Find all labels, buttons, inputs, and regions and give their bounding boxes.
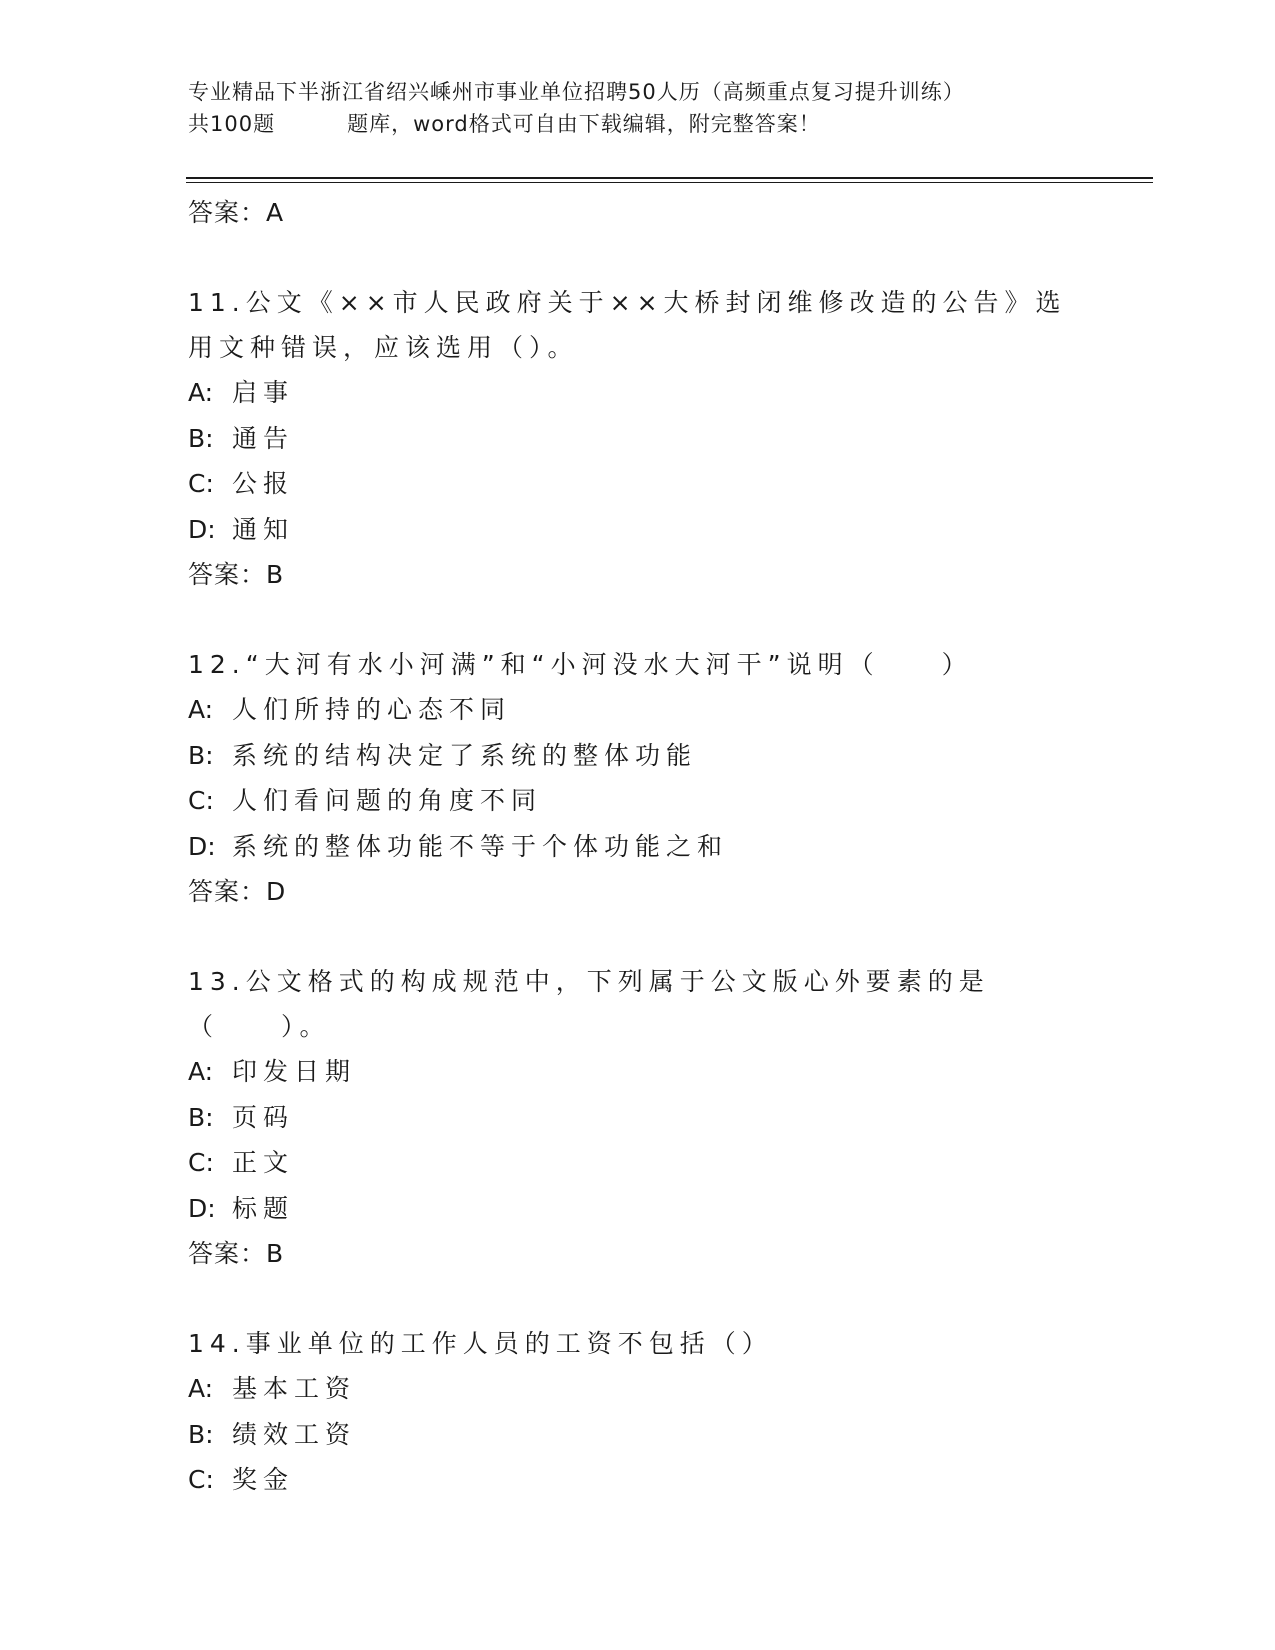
option-b: [188, 416, 1088, 462]
header-divider-thick: [186, 177, 1153, 179]
question-item: [188, 959, 1088, 1277]
answer-line: 答案：B: [188, 560, 285, 589]
option-a: [188, 370, 1088, 416]
header-divider-thin: [186, 182, 1153, 183]
option-c: [188, 1140, 1088, 1186]
document-header: [188, 76, 1148, 140]
option-text: 绩效工资: [232, 1419, 357, 1449]
option-text: 启事: [232, 378, 295, 407]
option-label: C:: [188, 786, 214, 815]
option-label: A:: [188, 1374, 214, 1403]
option-text: 奖金: [232, 1465, 295, 1494]
header-title: 专业精品下半浙江省绍兴嵊州市事业单位招聘50人历（高频重点复习提升训练）: [188, 80, 965, 104]
option-text: 公报: [232, 469, 295, 498]
question-item: [188, 280, 1088, 598]
option-b: [188, 1095, 1088, 1141]
option-c: [188, 1457, 1088, 1503]
option-a: [188, 1049, 1088, 1095]
option-label: B:: [188, 423, 214, 453]
option-text: 页码: [232, 1102, 295, 1132]
option-text: 人们看问题的角度不同: [232, 786, 543, 815]
option-text: 通知: [232, 514, 295, 544]
option-text: 系统的结构决定了系统的整体功能: [232, 740, 698, 770]
option-a: [188, 1366, 1088, 1412]
option-label: C:: [188, 1465, 214, 1494]
option-text: 人们所持的心态不同: [232, 695, 512, 724]
option-text: 通告: [232, 423, 295, 453]
question-stem: 14.事业单位的工作人员的工资不包括（）: [188, 1329, 773, 1358]
question-item: [188, 642, 1088, 915]
answer-line: 答案：B: [188, 1239, 285, 1268]
answer-line: 答案：A: [188, 198, 285, 227]
option-d: [188, 507, 1088, 553]
question-list: [188, 190, 1088, 1503]
option-text: 系统的整体功能不等于个体功能之和: [232, 831, 729, 861]
option-label: A:: [188, 695, 214, 724]
option-b: [188, 1412, 1088, 1458]
option-text: 基本工资: [232, 1374, 357, 1403]
option-label: C:: [188, 1148, 214, 1177]
option-text: 正文: [232, 1148, 295, 1177]
header-description: 题库，word格式可自由下载编辑，附完整答案！: [347, 112, 821, 136]
question-stem: 13.公文格式的构成规范中，下列属于公文版心外要素的是（ ）。: [188, 967, 990, 1041]
option-text: 标题: [232, 1193, 295, 1223]
option-text: 印发日期: [232, 1057, 357, 1086]
option-c: [188, 778, 1088, 824]
question-stem: 12.“大河有水小河满”和“小河没水大河干”说明（ ）: [188, 650, 973, 679]
header-subtitle: [188, 108, 1148, 140]
answer-line: 答案：D: [188, 877, 287, 906]
option-label: B:: [188, 1419, 214, 1449]
option-a: [188, 687, 1088, 733]
option-label: A:: [188, 1057, 214, 1086]
option-d: [188, 1186, 1088, 1232]
option-d: [188, 824, 1088, 870]
option-label: B:: [188, 740, 214, 770]
option-c: [188, 461, 1088, 507]
option-label: D:: [188, 831, 216, 861]
header-question-count: 共100题: [188, 112, 276, 136]
option-label: D:: [188, 1193, 216, 1223]
question-item: [188, 1321, 1088, 1503]
question-stem: 11.公文《××市人民政府关于××大桥封闭维修改造的公告》选用文种错误，应该选用（）。: [188, 288, 1067, 362]
option-label: A:: [188, 378, 214, 407]
option-label: B:: [188, 1102, 214, 1132]
option-b: [188, 733, 1088, 779]
option-label: C:: [188, 469, 214, 498]
option-label: D:: [188, 514, 216, 544]
